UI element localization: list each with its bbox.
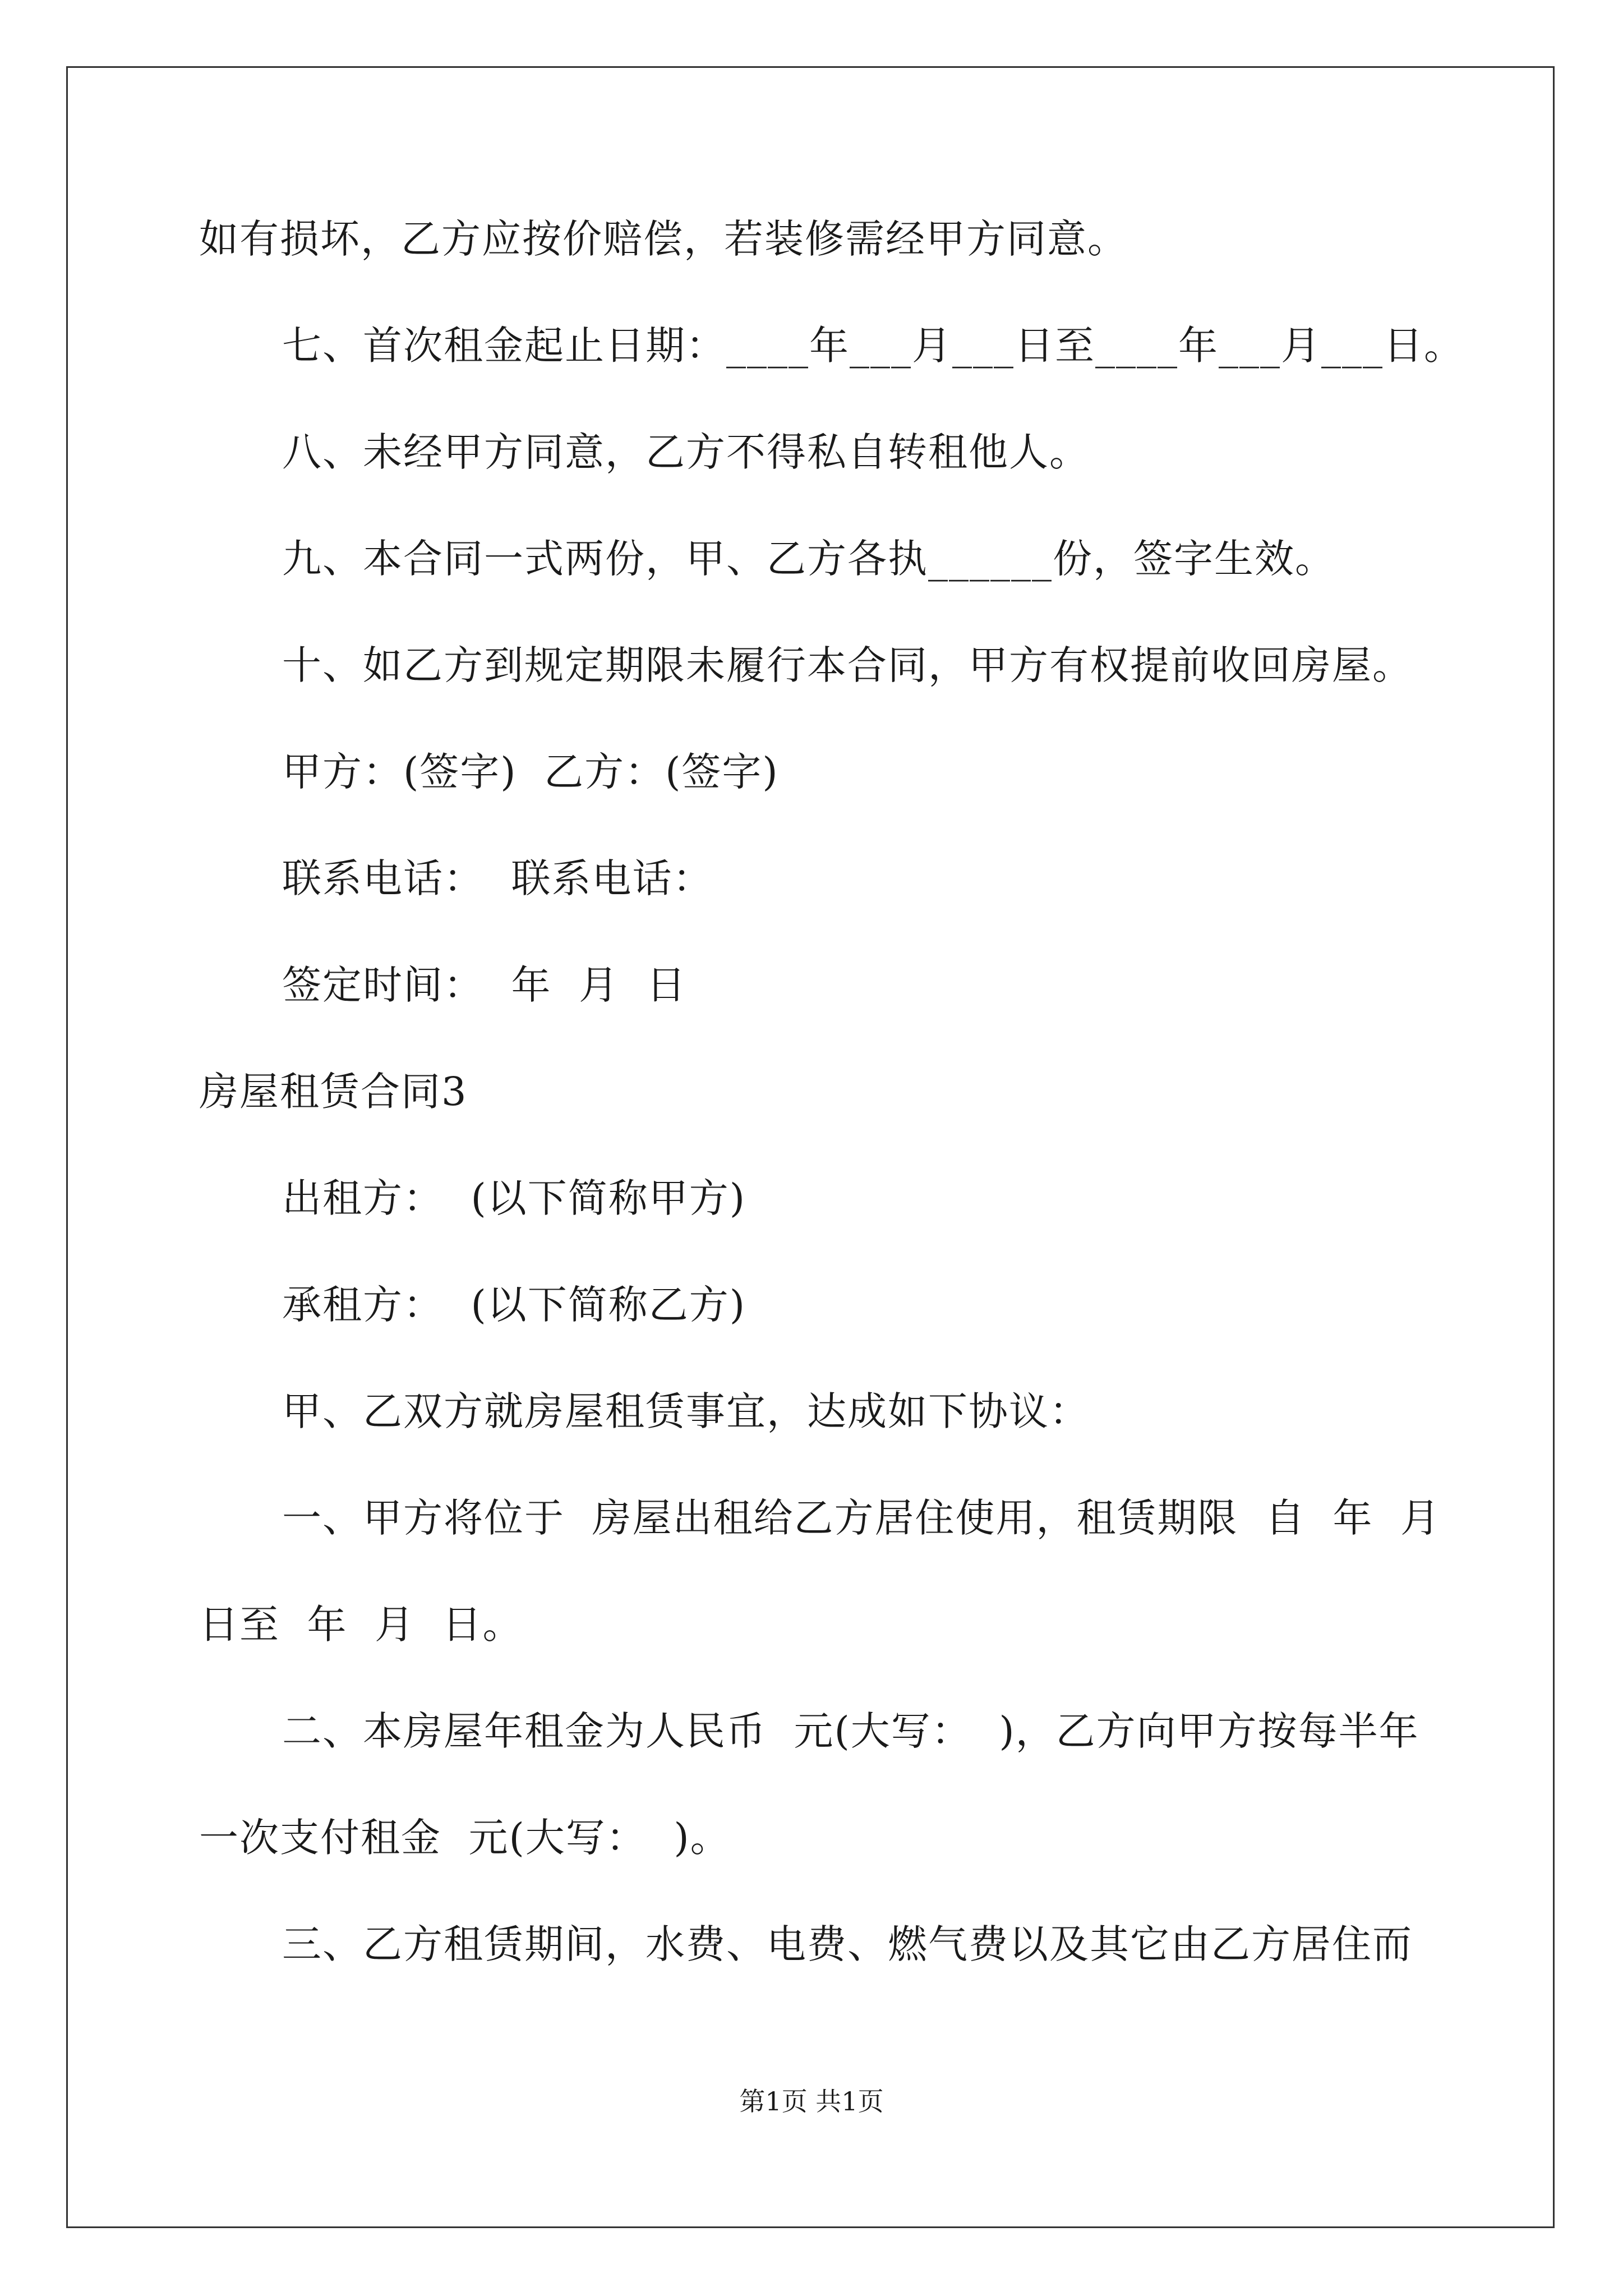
text-line-17: 三、乙方租赁期间，水费、电费、燃气费以及其它由乙方居住而 bbox=[282, 1921, 1413, 1967]
text-line-7: 联系电话： 联系电话： bbox=[282, 855, 713, 901]
text-line-10: 出租方： (以下简称甲方) bbox=[282, 1175, 746, 1221]
text-line-5: 十、如乙方到规定期限未履行本合同，甲方有权提前收回房屋。 bbox=[282, 642, 1413, 688]
text-line-4: 九、本合同一式两份，甲、乙方各执______份，签字生效。 bbox=[282, 536, 1335, 582]
text-line-14: 日至 年 月 日。 bbox=[199, 1602, 523, 1648]
text-line-8: 签定时间： 年 月 日 bbox=[282, 962, 687, 1008]
text-line-11: 承租方： (以下简称乙方) bbox=[282, 1282, 746, 1328]
text-line-15: 二、本房屋年租金为人民币 元(大写： )，乙方向甲方按每半年 bbox=[282, 1708, 1419, 1754]
text-line-1: 如有损坏，乙方应按价赔偿，若装修需经甲方同意。 bbox=[199, 216, 1128, 262]
page-footer: 第1页 共1页 bbox=[739, 2086, 884, 2116]
text-line-3: 八、未经甲方同意，乙方不得私自转租他人。 bbox=[282, 429, 1090, 475]
text-line-16: 一次支付租金 元(大写： )。 bbox=[199, 1815, 731, 1861]
section-heading: 房屋租赁合同3 bbox=[199, 1069, 468, 1115]
text-line-2: 七、首次租金起止日期：____年___月___日至____年___月___日。 bbox=[282, 323, 1464, 369]
page-border bbox=[66, 66, 1555, 2228]
text-line-6: 甲方：(签字) 乙方：(签字) bbox=[282, 749, 779, 795]
text-line-13: 一、甲方将位于 房屋出租给乙方居住使用，租赁期限 自 年 月 bbox=[282, 1495, 1441, 1541]
text-line-12: 甲、乙双方就房屋租赁事宜，达成如下协议： bbox=[282, 1388, 1090, 1434]
